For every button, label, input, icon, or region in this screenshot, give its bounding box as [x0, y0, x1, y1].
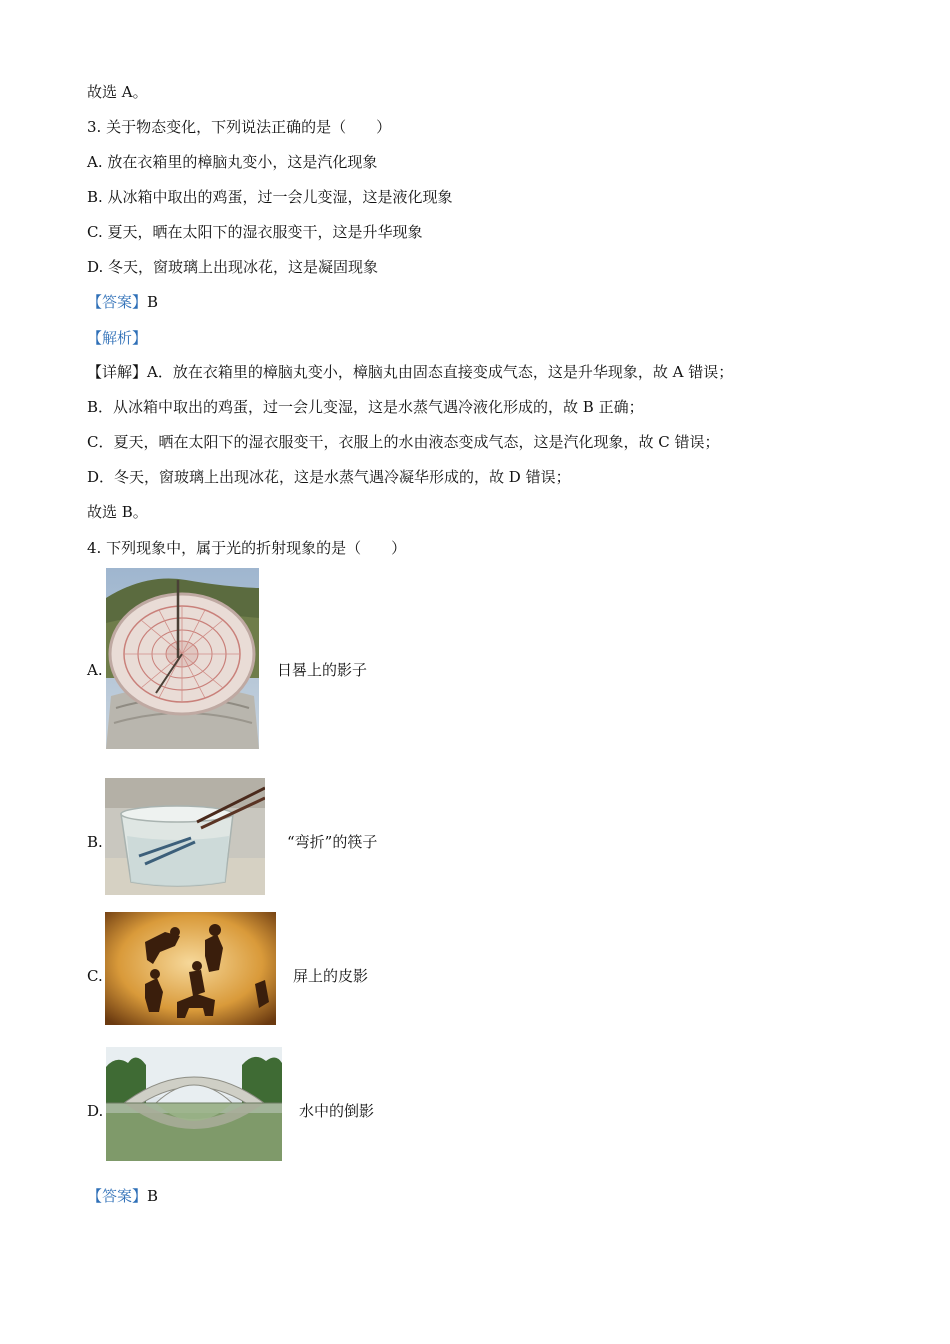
q2-conclusion: 故选 A。: [87, 83, 148, 101]
q3-answer: [87, 292, 158, 312]
q3-analysis-tag: 【解析】: [87, 329, 148, 347]
shadow-puppet-image: [105, 912, 276, 1025]
q3-detail-line-1: [87, 362, 733, 382]
q4-option-d-caption: 水中的倒影: [299, 1102, 375, 1120]
detail-text: A．放在衣箱里的樟脑丸变小，樟脑丸由固态直接变成气态，这是升华现象，故 A 错误；: [147, 363, 734, 381]
q4-option-d-label: D.: [87, 1102, 104, 1120]
q4-option-b-caption: “弯折”的筷子: [287, 833, 378, 851]
q3-stem: 3. 关于物态变化，下列说法正确的是（ ）: [87, 118, 392, 136]
q3-option-b: B. 从冰箱中取出的鸡蛋，过一会儿变湿，这是液化现象: [87, 188, 453, 206]
q4-option-c-label: C.: [87, 967, 103, 985]
answer-value: B: [147, 293, 159, 311]
q3-detail-line-4: D．冬天，窗玻璃上出现冰花，这是水蒸气遇冷凝华形成的，故 D 错误；: [87, 468, 571, 486]
detail-tag: 【详解】: [87, 363, 148, 381]
q4-stem: 4. 下列现象中，属于光的折射现象的是（ ）: [87, 539, 407, 557]
answer-tag: 【答案】: [87, 293, 148, 311]
chopsticks-image: [105, 778, 265, 895]
q3-conclusion: 故选 B。: [87, 503, 148, 521]
answer-tag: 【答案】: [87, 1187, 148, 1205]
q4-option-c-caption: 屏上的皮影: [293, 967, 369, 985]
q4-option-a-label: A.: [87, 661, 103, 679]
q3-detail-line-3: C．夏天，晒在太阳下的湿衣服变干，衣服上的水由液态变成气态，这是汽化现象，故 C 错误；: [87, 433, 720, 451]
q3-option-a: A. 放在衣箱里的樟脑丸变小，这是汽化现象: [87, 153, 378, 171]
q3-detail-line-2: B．从冰箱中取出的鸡蛋，过一会儿变湿，这是水蒸气遇冷液化形成的，故 B 正确；: [87, 398, 644, 416]
q4-answer: [87, 1186, 158, 1206]
q3-option-c: C. 夏天，晒在太阳下的湿衣服变干，这是升华现象: [87, 223, 423, 241]
q3-option-d: D. 冬天，窗玻璃上出现冰花，这是凝固现象: [87, 258, 379, 276]
answer-value: B: [147, 1187, 159, 1205]
sundial-image: [106, 568, 259, 749]
q4-option-b-label: B.: [87, 833, 103, 851]
q4-option-a-caption: 日晷上的影子: [277, 661, 368, 679]
bridge-reflection-image: [106, 1047, 282, 1161]
